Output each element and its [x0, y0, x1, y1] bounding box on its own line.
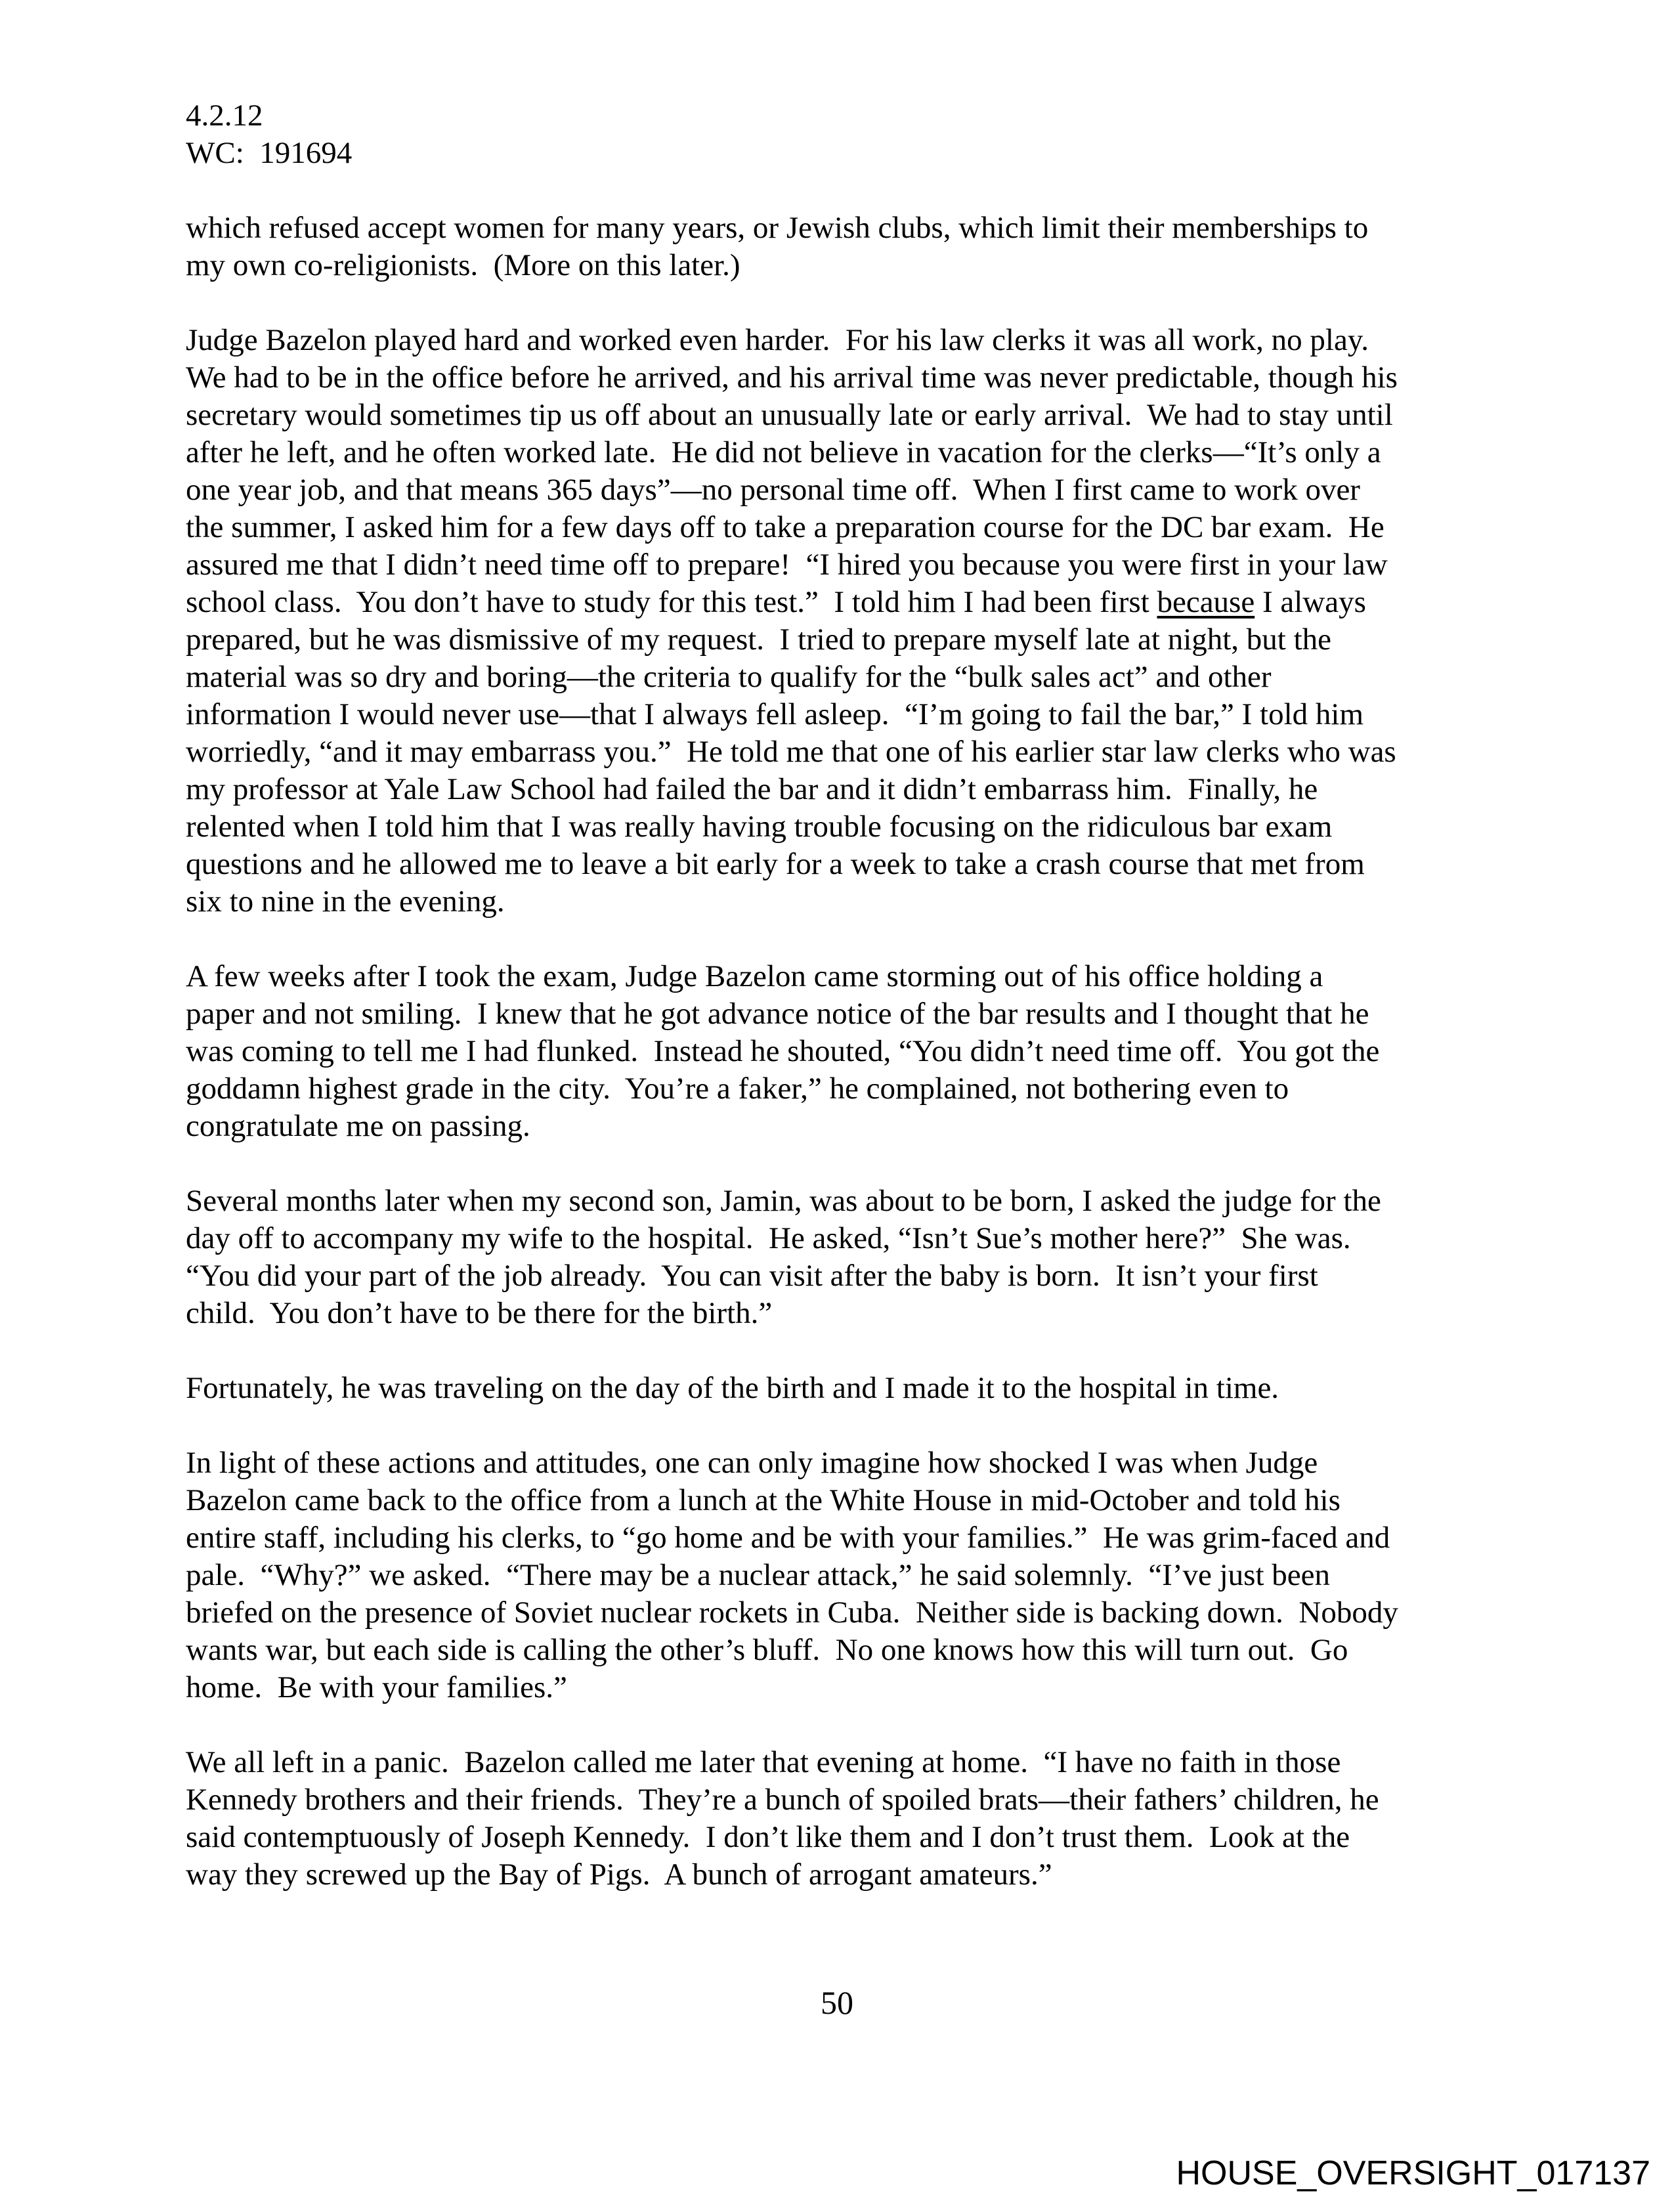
text-line: my own co-religionists. (More on this later.) [186, 248, 740, 282]
document-header [186, 97, 1674, 172]
text-line: Several months later when my second son, Jamin, was about to be born, I asked the judge for the [186, 1184, 1381, 1218]
text-line: one year job, and that means 365 days”—no personal time off. When I first came to work over [186, 473, 1360, 507]
header-word-count: WC: 191694 [186, 136, 353, 170]
text-line: child. You don’t have to be there for the birth.” [186, 1296, 773, 1330]
text-line: six to nine in the evening. [186, 884, 505, 919]
text-segment: I always [1255, 585, 1366, 619]
text-line: Kennedy brothers and their friends. They’re a bunch of spoiled brats—their fathers’ children, he [186, 1783, 1379, 1817]
bates-stamp: HOUSE_OVERSIGHT_017137 [1176, 2154, 1650, 2192]
underlined-word: because [1157, 585, 1255, 619]
text-line: congratulate me on passing. [186, 1109, 530, 1143]
paragraph-5 [186, 1370, 1674, 1407]
text-line: Judge Bazelon played hard and worked even harder. For his law clerks it was all work, no play. [186, 323, 1369, 357]
text-line: material was so dry and boring—the criteria to qualify for the “bulk sales act” and other [186, 660, 1272, 694]
text-line: was coming to tell me I had flunked. Instead he shouted, “You didn’t need time off. You got the [186, 1034, 1380, 1068]
paragraph-6 [186, 1444, 1674, 1706]
text-line: said contemptuously of Joseph Kennedy. I don’t like them and I don’t trust them. Look at the [186, 1820, 1350, 1854]
text-line: Bazelon came back to the office from a lunch at the White House in mid-October and told his [186, 1483, 1341, 1517]
paragraph-1 [186, 209, 1674, 284]
text-line: information I would never use—that I always fell asleep. “I’m going to fail the bar,” I told him [186, 697, 1364, 731]
paragraph-4 [186, 1182, 1674, 1332]
text-line: which refused accept women for many years, or Jewish clubs, which limit their memberships to [186, 211, 1369, 245]
text-line: way they screwed up the Bay of Pigs. A bunch of arrogant amateurs.” [186, 1857, 1052, 1892]
text-line: Fortunately, he was traveling on the day of the birth and I made it to the hospital in time. [186, 1371, 1279, 1405]
text-line: after he left, and he often worked late. He did not believe in vacation for the clerks—“It’s only a [186, 435, 1381, 469]
page-number: 50 [821, 1984, 853, 2021]
text-line: briefed on the presence of Soviet nuclear rockets in Cuba. Neither side is backing down. Nobody [186, 1595, 1398, 1630]
text-line: goddamn highest grade in the city. You’re a faker,” he complained, not bothering even to [186, 1072, 1289, 1106]
text-line: paper and not smiling. I knew that he got advance notice of the bar results and I thought that he [186, 997, 1369, 1031]
text-line: We all left in a panic. Bazelon called me later that evening at home. “I have no faith in those [186, 1745, 1341, 1779]
text-line: relented when I told him that I was really having trouble focusing on the ridiculous bar exam [186, 810, 1333, 844]
text-line: day off to accompany my wife to the hospital. He asked, “Isn’t Sue’s mother here?” She was. [186, 1221, 1351, 1255]
text-line: In light of these actions and attitudes, one can only imagine how shocked I was when Judge [186, 1446, 1318, 1480]
text-line: home. Be with your families.” [186, 1670, 567, 1704]
text-line: pale. “Why?” we asked. “There may be a nuclear attack,” he said solemnly. “I’ve just been [186, 1558, 1330, 1592]
paragraph-7 [186, 1744, 1674, 1894]
text-line: We had to be in the office before he arrived, and his arrival time was never predictable, though his [186, 360, 1398, 395]
paragraph-3 [186, 958, 1674, 1145]
text-line: wants war, but each side is calling the other’s bluff. No one knows how this will turn out. Go [186, 1633, 1348, 1667]
text-line: questions and he allowed me to leave a bit early for a week to take a crash course that met from [186, 847, 1365, 881]
text-line: my professor at Yale Law School had failed the bar and it didn’t embarrass him. Finally, he [186, 772, 1318, 806]
paragraph-2 [186, 322, 1674, 921]
text-line: worriedly, “and it may embarrass you.” He told me that one of his earlier star law clerks who was [186, 735, 1396, 769]
text-line: the summer, I asked him for a few days off to take a preparation course for the DC bar exam. He [186, 510, 1384, 544]
text-line: A few weeks after I took the exam, Judge Bazelon came storming out of his office holding a [186, 959, 1323, 993]
text-line-with-underline [186, 584, 1674, 621]
text-line: prepared, but he was dismissive of my request. I tried to prepare myself late at night, but the [186, 622, 1332, 657]
header-draft-date: 4.2.12 [186, 98, 263, 133]
text-line: assured me that I didn’t need time off to prepare! “I hired you because you were first in your law [186, 548, 1388, 582]
text-line: entire staff, including his clerks, to “go home and be with your families.” He was grim-faced and [186, 1521, 1390, 1555]
text-segment: school class. You don’t have to study for this test.” I told him I had been first [186, 585, 1157, 619]
text-line: “You did your part of the job already. You can visit after the baby is born. It isn’t your first [186, 1259, 1318, 1293]
text-line: secretary would sometimes tip us off about an unusually late or early arrival. We had to stay until [186, 398, 1393, 432]
